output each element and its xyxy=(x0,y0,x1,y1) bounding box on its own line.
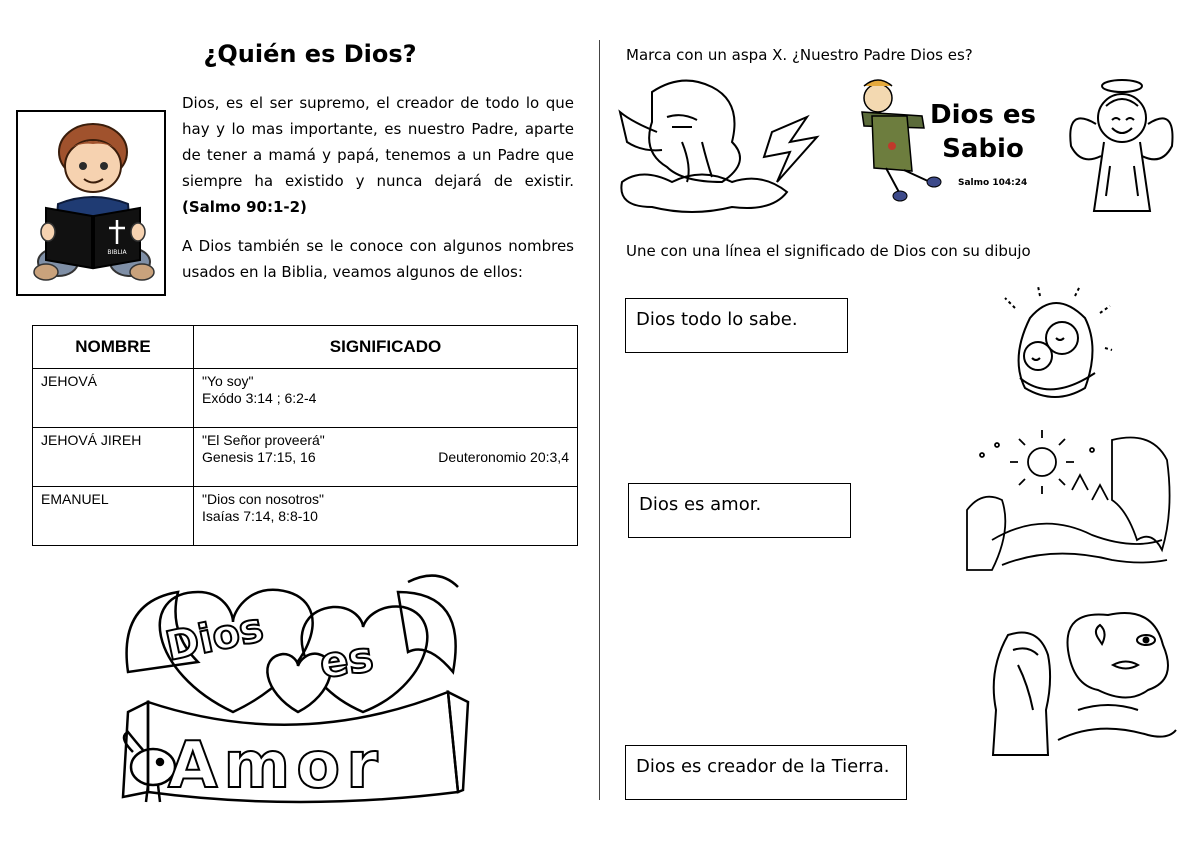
reference-text-secondary: Deuteronomio 20:3,4 xyxy=(438,449,569,465)
column-header-meaning: SIGNIFICADO xyxy=(194,326,578,369)
sabio-line-1: Dios es xyxy=(930,100,1036,130)
table-header-row xyxy=(33,326,578,369)
match-box-label: Dios es creador de la Tierra. xyxy=(636,756,890,777)
match-box-creator[interactable] xyxy=(625,745,907,800)
match-box-knows-all[interactable] xyxy=(625,298,848,353)
zeus-figure-picture xyxy=(612,72,822,222)
intro-reference: (Salmo 90:1-2) xyxy=(182,198,307,216)
boy-with-bible-picture xyxy=(16,110,166,296)
column-header-name: NOMBRE xyxy=(33,326,194,369)
match-box-love[interactable] xyxy=(628,483,851,538)
creation-landscape-picture[interactable] xyxy=(962,430,1177,580)
sabio-line-2: Sabio xyxy=(942,134,1024,164)
table-row xyxy=(33,428,578,487)
match-instruction: Une con una línea el significado de Dios con su dibujo xyxy=(626,242,1031,260)
meaning-text: "Dios con nosotros" xyxy=(202,491,324,507)
angel-picture xyxy=(1066,76,1176,216)
dios-es-amor-coloring-art xyxy=(108,562,478,812)
sabio-graphic xyxy=(926,98,1040,166)
art-word-amor: Amor xyxy=(168,729,384,803)
sabio-reference: Salmo 104:24 xyxy=(958,178,1028,188)
reference-text: Genesis 17:15, 16 xyxy=(202,449,316,465)
art-word-es: es xyxy=(316,631,377,688)
meaning-cell xyxy=(194,369,578,428)
meaning-text: "Yo soy" xyxy=(202,373,254,389)
column-divider xyxy=(599,40,600,800)
hug-picture[interactable] xyxy=(1000,288,1110,408)
table-row xyxy=(33,487,578,546)
intro-paragraph xyxy=(182,90,574,220)
mark-instruction: Marca con un aspa X. ¿Nuestro Padre Dios es? xyxy=(626,46,973,64)
name-cell: JEHOVÁ xyxy=(33,369,194,428)
wise-man-picture[interactable] xyxy=(978,610,1178,760)
intro-text: Dios, es el ser supremo, el creador de todo lo que hay y lo mas importante, es nuestro Padre, aparte de tener a mamá y papá, tenemos a un Padre que siempre ha existido y nunca dejará de existir. xyxy=(182,94,574,190)
names-intro-paragraph: A Dios también se le conoce con algunos nombres usados en la Biblia, veamos algunos de ellos: xyxy=(182,237,574,281)
match-box-label: Dios es amor. xyxy=(639,494,762,515)
reference-row xyxy=(202,449,569,466)
table-row xyxy=(33,369,578,428)
art-word-dios: Dios xyxy=(161,604,268,671)
name-cell: JEHOVÁ JIREH xyxy=(33,428,194,487)
book-label: BIBLIA xyxy=(107,249,127,256)
name-cell: EMANUEL xyxy=(33,487,194,546)
meaning-text: "El Señor proveerá" xyxy=(202,432,325,448)
page-title: ¿Quién es Dios? xyxy=(203,40,417,68)
boy-reading-icon xyxy=(18,112,168,298)
reference-text: Isaías 7:14, 8:8-10 xyxy=(202,508,318,524)
names-table xyxy=(32,325,578,546)
meaning-cell xyxy=(194,487,578,546)
meaning-cell xyxy=(194,428,578,487)
reference-text: Exódo 3:14 ; 6:2-4 xyxy=(202,390,317,406)
match-box-label: Dios todo lo sabe. xyxy=(636,309,798,330)
